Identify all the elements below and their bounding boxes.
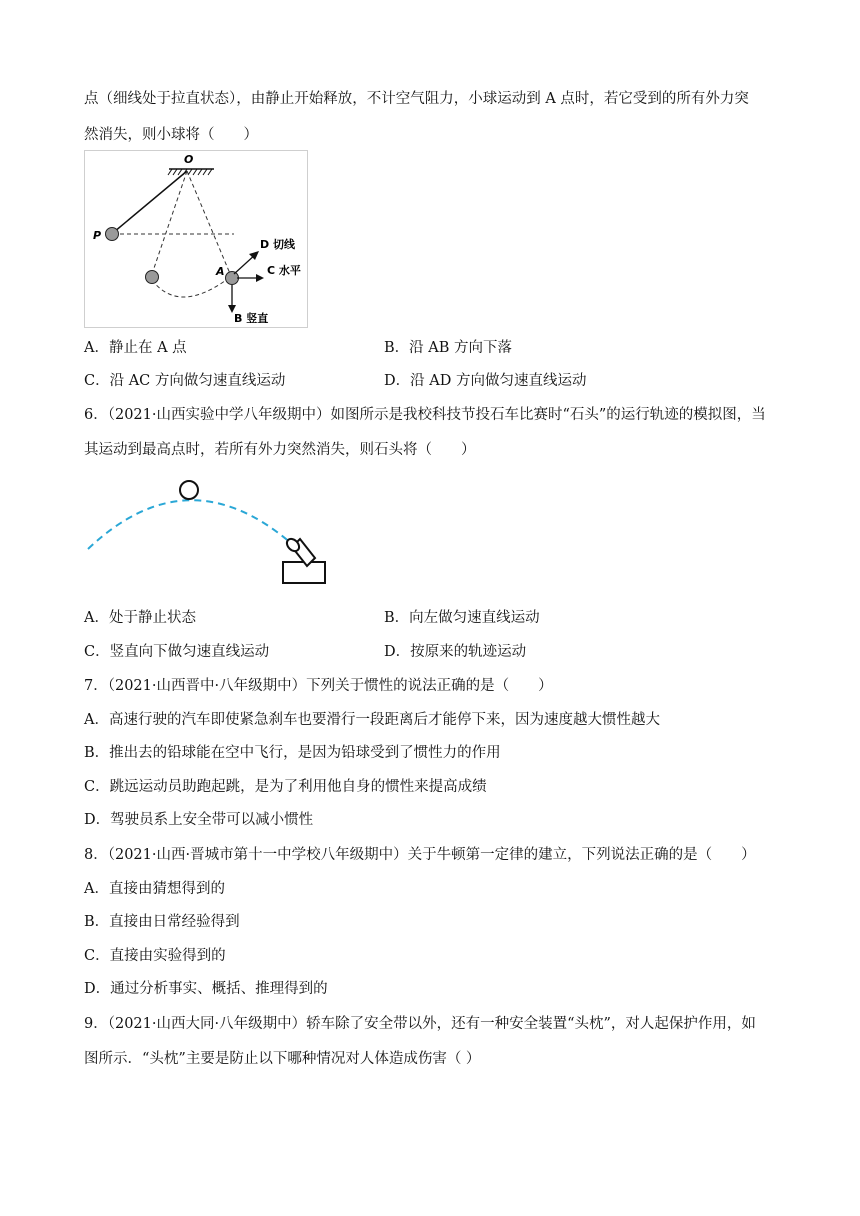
- q8-option-c: C．直接由实验得到的: [84, 948, 226, 964]
- catapult-base: [283, 562, 325, 583]
- q9-stem-line-2: 图所示．“头枕”主要是防止以下哪种情况对人体造成伤害（ ）: [84, 1051, 481, 1067]
- q8-stem: 8．（2021·山西·晋城市第十一中学校八年级期中）关于牛顿第一定律的建立，下列说法正确的是（ ）: [84, 847, 756, 863]
- stone-circle: [180, 481, 198, 499]
- label-D-tangent: D 切线: [260, 238, 295, 251]
- q5-stem-line-2: 然消失，则小球将（ ）: [84, 127, 258, 143]
- q8-option-b: B．直接由日常经验得到: [84, 914, 240, 930]
- q8-option-a: A．直接由猜想得到的: [84, 881, 225, 897]
- trajectory-curve: [88, 500, 292, 549]
- label-O: O: [184, 153, 194, 166]
- label-B-vertical: B 竖直: [234, 312, 269, 325]
- q6-option-c: C．竖直向下做匀速直线运动: [84, 644, 270, 660]
- q7-option-d: D．驾驶员系上安全带可以减小惯性: [84, 812, 314, 828]
- q6-option-a: A．处于静止状态: [84, 610, 196, 626]
- q6-stem-line-1: 6．（2021·山西实验中学八年级期中）如图所示是我校科技节投石车比赛时“石头”的运行轨迹的模拟图，当: [84, 407, 766, 423]
- q5-stem-line-1: 点（细线处于拉直状态），由静止开始释放，不计空气阻力，小球运动到 A 点时，若它受到的所有外力突: [84, 91, 749, 107]
- q7-option-a: A．高速行驶的汽车即使紧急刹车也要滑行一段距离后才能停下来，因为速度越大惯性越大: [84, 712, 660, 728]
- q9-stem-line-1: 9．（2021·山西大同·八年级期中）轿车除了安全带以外，还有一种安全装置“头枕”，对人起保护作用，如: [84, 1016, 756, 1032]
- q6-option-d: D．按原来的轨迹运动: [384, 644, 527, 660]
- pendulum-figure: [84, 150, 308, 332]
- label-P: P: [93, 229, 102, 242]
- q5-option-b: B．沿 AB 方向下落: [384, 340, 513, 356]
- q5-option-a: A．静止在 A 点: [84, 340, 187, 356]
- q6-stem-line-2: 其运动到最高点时，若所有外力突然消失，则石头将（ ）: [84, 442, 476, 458]
- q5-option-c: C．沿 AC 方向做匀速直线运动: [84, 373, 286, 389]
- catapult-trajectory-figure: [80, 474, 340, 593]
- label-C-horizontal: C 水平: [267, 264, 301, 277]
- q5-option-d: D．沿 AD 方向做匀速直线运动: [384, 373, 587, 389]
- q7-option-b: B．推出去的铅球能在空中飞行，是因为铅球受到了惯性力的作用: [84, 745, 501, 761]
- q7-option-c: C．跳远运动员助跑起跳，是为了利用他自身的惯性来提高成绩: [84, 779, 487, 795]
- q6-option-b: B．向左做匀速直线运动: [384, 610, 540, 626]
- q7-stem: 7．（2021·山西晋中·八年级期中）下列关于惯性的说法正确的是（ ）: [84, 678, 553, 694]
- label-A: A: [216, 265, 225, 278]
- q8-option-d: D．通过分析事实、概括、推理得到的: [84, 981, 328, 997]
